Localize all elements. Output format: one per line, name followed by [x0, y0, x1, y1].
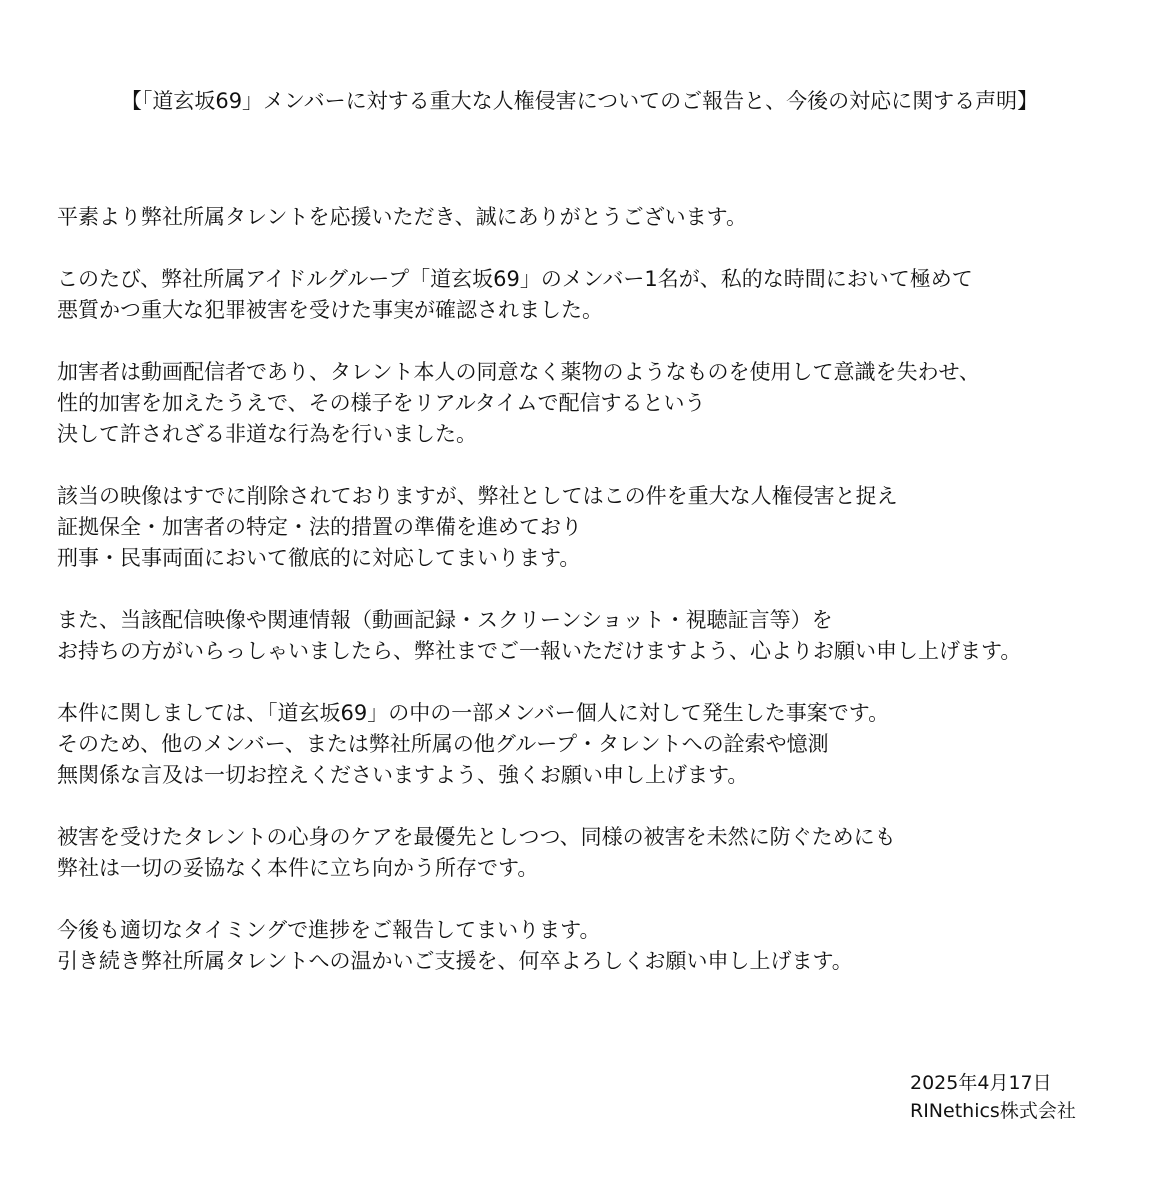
signature-block	[910, 1069, 1076, 1125]
text-line: 刑事・民事両面において徹底的に対応してまいります。	[57, 546, 581, 570]
paragraph-greeting	[57, 202, 1152, 233]
statement-date: 2025年4月17日	[910, 1072, 1052, 1094]
text-line: 平素より弊社所属タレントを応援いただき、誠にありがとうございます。	[57, 205, 747, 229]
text-line: 本件に関しましては、「道玄坂69」の中の一部メンバー個人に対して発生した事案です。	[57, 701, 890, 725]
text-line: 無関係な言及は一切お控えくださいますよう、強くお願い申し上げます。	[57, 763, 749, 787]
text-line: 証拠保全・加害者の特定・法的措置の準備を進めており	[57, 515, 582, 539]
text-line: 今後も適切なタイミングで進捗をご報告してまいります。	[57, 918, 601, 942]
paragraph-incident-details	[57, 357, 1152, 450]
paragraph-talent-care	[57, 822, 1152, 884]
text-line: 引き続き弊社所属タレントへの温かいご支援を、何卒よろしくお願い申し上げます。	[57, 949, 853, 973]
company-name: RINethics株式会社	[910, 1100, 1076, 1122]
statement-body	[57, 202, 1152, 1008]
text-line: そのため、他のメンバー、または弊社所属の他グループ・タレントへの詮索や憶測	[57, 732, 829, 756]
text-line: 加害者は動画配信者であり、タレント本人の同意なく薬物のようなものを使用して意識を失わせ、	[57, 360, 980, 384]
text-line: 決して許されざる非道な行為を行いました。	[57, 422, 477, 446]
text-line: 該当の映像はすでに削除されておりますが、弊社としてはこの件を重大な人権侵害と捉え	[57, 484, 898, 508]
text-line: 性的加害を加えたうえで、その様子をリアルタイムで配信するという	[57, 391, 706, 415]
text-line: お持ちの方がいらっしゃいましたら、弊社までご一報いただけますよう、心よりお願い申し上げます。	[57, 639, 1022, 663]
text-line: 被害を受けたタレントの心身のケアを最優先としつつ、同様の被害を未然に防ぐためにも	[57, 825, 896, 849]
text-line: 悪質かつ重大な犯罪被害を受けた事実が確認されました。	[57, 298, 603, 322]
document-title: 【「道玄坂69」メンバーに対する重大な人権侵害についてのご報告と、今後の対応に関する声明】	[120, 89, 1039, 113]
paragraph-speculation-warning	[57, 698, 1152, 791]
text-line: このたび、弊社所属アイドルグループ「道玄坂69」のメンバー1名が、私的な時間において極めて	[57, 267, 973, 291]
text-line: また、当該配信映像や関連情報（動画記録・スクリーンショット・視聴証言等）を	[57, 608, 833, 632]
paragraph-information-request	[57, 605, 1152, 667]
paragraph-closing	[57, 915, 1152, 977]
text-line: 弊社は一切の妥協なく本件に立ち向かう所存です。	[57, 856, 539, 880]
paragraph-incident-notice	[57, 264, 1152, 326]
paragraph-legal-response	[57, 481, 1152, 574]
